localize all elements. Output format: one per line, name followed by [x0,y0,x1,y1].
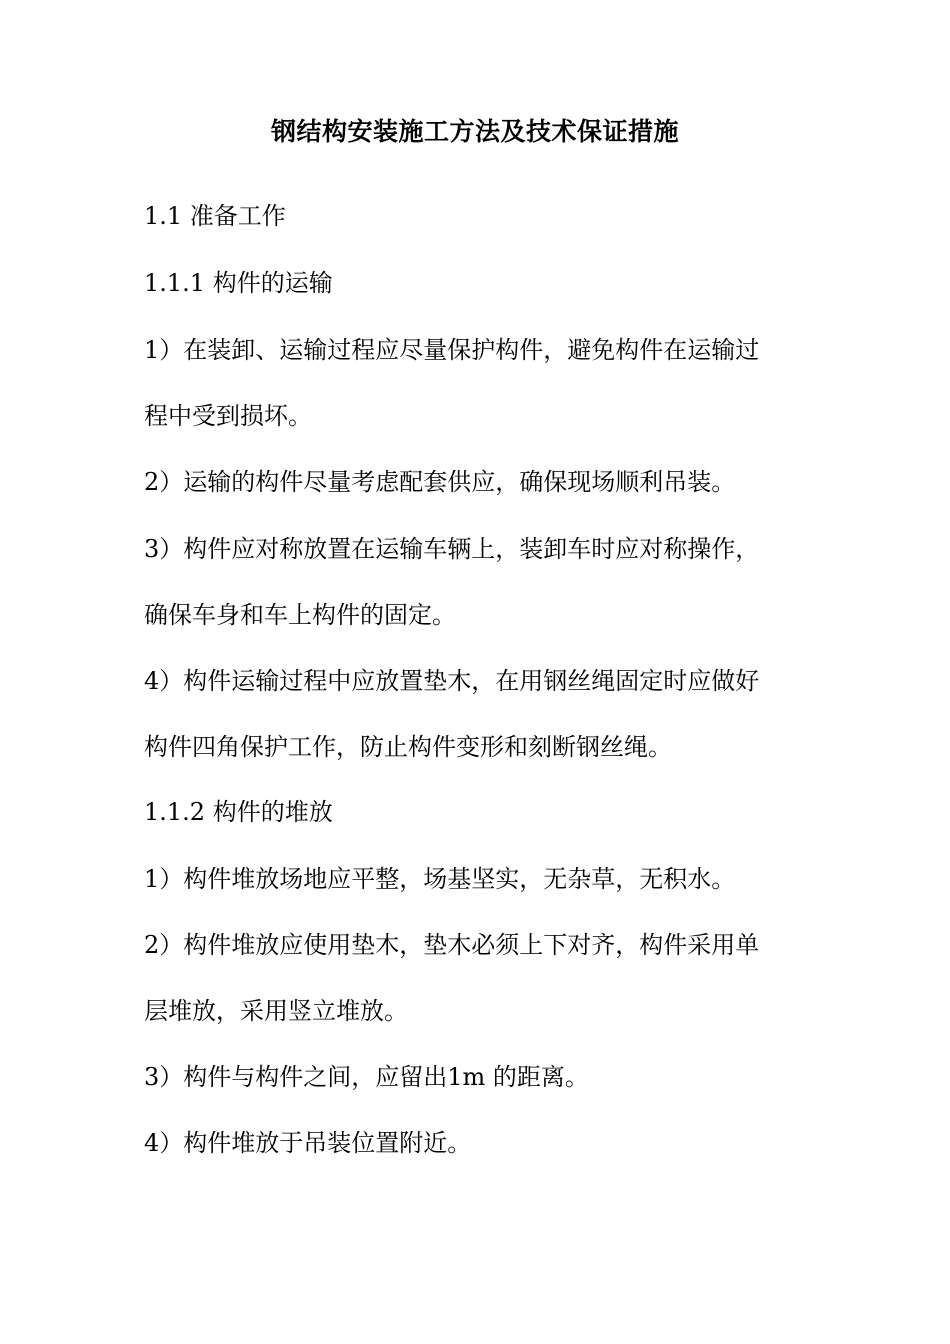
paragraph-line: 4）构件运输过程中应放置垫木，在用钢丝绳固定时应做好 [144,667,760,695]
paragraph-line: 构件四角保护工作，防止构件变形和刻断钢丝绳。 [144,733,672,761]
paragraph-line: 层堆放，采用竖立堆放。 [144,997,408,1025]
paragraph-line: 3）构件应对称放置在运输车辆上，装卸车时应对称操作， [144,535,760,563]
paragraph-line: 1）构件堆放场地应平整，场基坚实，无杂草，无积水。 [144,865,736,893]
paragraph-line: 程中受到损坏。 [144,402,312,430]
section-heading-1-1: 1.1 准备工作 [144,202,286,230]
paragraph-line: 3）构件与构件之间，应留出1m 的距离。 [144,1063,589,1091]
subsection-heading-1-1-2: 1.1.2 构件的堆放 [144,798,333,826]
subsection-heading-1-1-1: 1.1.1 构件的运输 [144,269,333,297]
paragraph-line: 1）在装卸、运输过程应尽量保护构件，避免构件在运输过 [144,336,760,364]
paragraph-line: 4）构件堆放于吊装位置附近。 [144,1129,472,1157]
paragraph-line: 2）运输的构件尽量考虑配套供应，确保现场顺利吊装。 [144,468,736,496]
document-title: 钢结构安装施工方法及技术保证措施 [270,117,679,146]
paragraph-line: 2）构件堆放应使用垫木，垫木必须上下对齐，构件采用单 [144,931,760,959]
paragraph-line: 确保车身和车上构件的固定。 [144,601,456,629]
